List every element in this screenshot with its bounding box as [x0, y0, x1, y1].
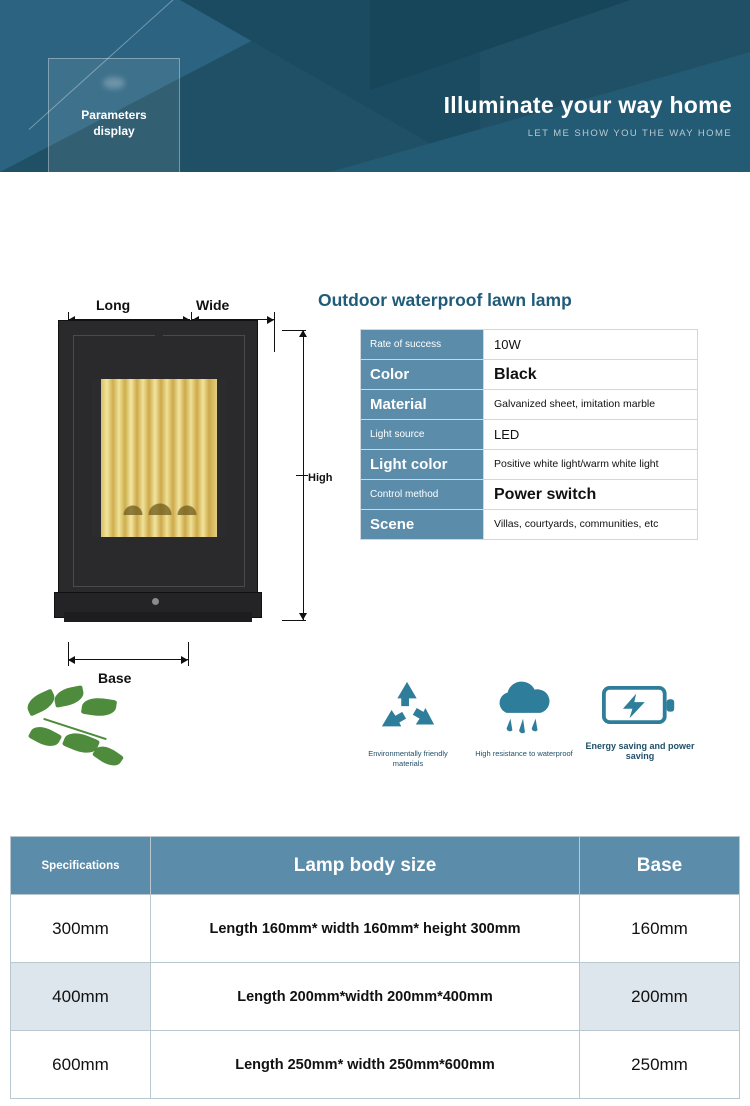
table-row — [11, 895, 740, 963]
size-row-spec: 400mm — [11, 963, 151, 1031]
spec-value-scene: Villas, courtyards, communities, etc — [484, 510, 698, 540]
table-row — [361, 480, 698, 510]
badge-title-line2: display — [93, 124, 135, 138]
leaf-decoration — [20, 682, 150, 792]
spec-value-material: Galvanized sheet, imitation marble — [484, 390, 698, 420]
dim-arrow-base-right — [181, 656, 188, 664]
spec-key-material: Material — [361, 390, 484, 420]
feature-caption-waterproof: High resistance to waterproof — [475, 749, 573, 758]
spec-key-color: Color — [361, 360, 484, 390]
leaf — [53, 685, 86, 708]
spec-key-control-method: Control method — [361, 480, 484, 510]
dim-arrow-high-bottom — [299, 613, 307, 620]
battery-bolt-icon — [602, 680, 678, 730]
badge-glow — [103, 77, 125, 89]
spec-value-control-method: Power switch — [484, 480, 698, 510]
leaf — [24, 688, 58, 716]
size-row-base: 250mm — [580, 1031, 740, 1099]
dimension-label-long: Long — [96, 297, 131, 313]
lamp-top-post — [155, 335, 163, 381]
dim-line-base — [68, 659, 188, 660]
dim-arrow-high-top — [299, 330, 307, 337]
feature-badges — [352, 680, 702, 795]
size-row-base: 200mm — [580, 963, 740, 1031]
dim-tick-base-left — [68, 642, 69, 666]
spec-key-rate-of-success: Rate of success — [361, 330, 484, 360]
size-table-header-specifications: Specifications — [11, 837, 151, 895]
size-table — [10, 836, 740, 1099]
badge-title-line1: Parameters — [81, 108, 147, 122]
lamp-vertical-post-left — [92, 379, 101, 537]
size-row-base: 160mm — [580, 895, 740, 963]
table-row — [361, 390, 698, 420]
table-row — [11, 1031, 740, 1099]
dim-tick-high-mid — [296, 475, 308, 476]
dimension-label-high: High — [308, 472, 333, 484]
lamp-glass-pattern — [115, 481, 205, 515]
header-banner — [0, 0, 750, 188]
lamp-product-illustration — [58, 320, 288, 630]
banner-subtitle: LET ME SHOW YOU THE WAY HOME — [527, 128, 732, 139]
spec-key-scene: Scene — [361, 510, 484, 540]
feature-waterproof — [468, 680, 580, 759]
dim-arrow-base-left — [68, 656, 75, 664]
feature-energy-saving — [584, 680, 696, 761]
feature-environment — [352, 680, 464, 769]
table-row — [361, 510, 698, 540]
size-row-spec: 600mm — [11, 1031, 151, 1099]
table-row — [361, 330, 698, 360]
size-row-body: Length 200mm*width 200mm*400mm — [151, 963, 580, 1031]
spec-value-light-color: Positive white light/warm white light — [484, 450, 698, 480]
spec-key-light-color: Light color — [361, 450, 484, 480]
size-row-body: Length 250mm* width 250mm*600mm — [151, 1031, 580, 1099]
feature-caption-energy-saving: Energy saving and power saving — [585, 741, 695, 761]
dimension-label-wide: Wide — [196, 297, 230, 313]
middle-section — [0, 172, 750, 832]
spec-value-color: Black — [484, 360, 698, 390]
page-title: Outdoor waterproof lawn lamp — [318, 290, 572, 310]
lamp-base-lip — [64, 612, 252, 622]
spec-value-rate-of-success: 10W — [484, 330, 698, 360]
feature-caption-environment: Environmentally friendly materials — [368, 749, 448, 768]
lamp-screw-icon — [152, 598, 159, 605]
leaf — [28, 722, 62, 751]
banner-text-block — [444, 92, 732, 139]
parameter-display-badge — [48, 58, 180, 206]
lamp-glass-panel — [101, 379, 219, 537]
lamp-vertical-post-right — [217, 379, 226, 537]
spec-key-light-source: Light source — [361, 420, 484, 450]
badge-title — [49, 107, 179, 139]
size-table-header-base: Base — [580, 837, 740, 895]
banner-title: Illuminate your way home — [443, 92, 732, 118]
badge-caption: PARAMETER DISPLAY — [60, 177, 168, 188]
lamp-frame — [58, 320, 258, 600]
size-table-header-lamp-body-size: Lamp body size — [151, 837, 580, 895]
spec-value-light-source: LED — [484, 420, 698, 450]
specifications-table — [360, 329, 698, 540]
size-table-header-row — [11, 837, 740, 895]
dimension-label-base: Base — [98, 670, 132, 686]
banner-shape-4 — [370, 0, 630, 90]
leaf — [81, 696, 117, 719]
size-row-body: Length 160mm* width 160mm* height 300mm — [151, 895, 580, 963]
table-row — [361, 360, 698, 390]
dim-tick-base-right — [188, 642, 189, 666]
table-row — [361, 420, 698, 450]
rain-cloud-icon — [491, 680, 557, 738]
recycle-icon — [377, 680, 439, 738]
table-row — [11, 963, 740, 1031]
size-row-spec: 300mm — [11, 895, 151, 963]
table-row — [361, 450, 698, 480]
